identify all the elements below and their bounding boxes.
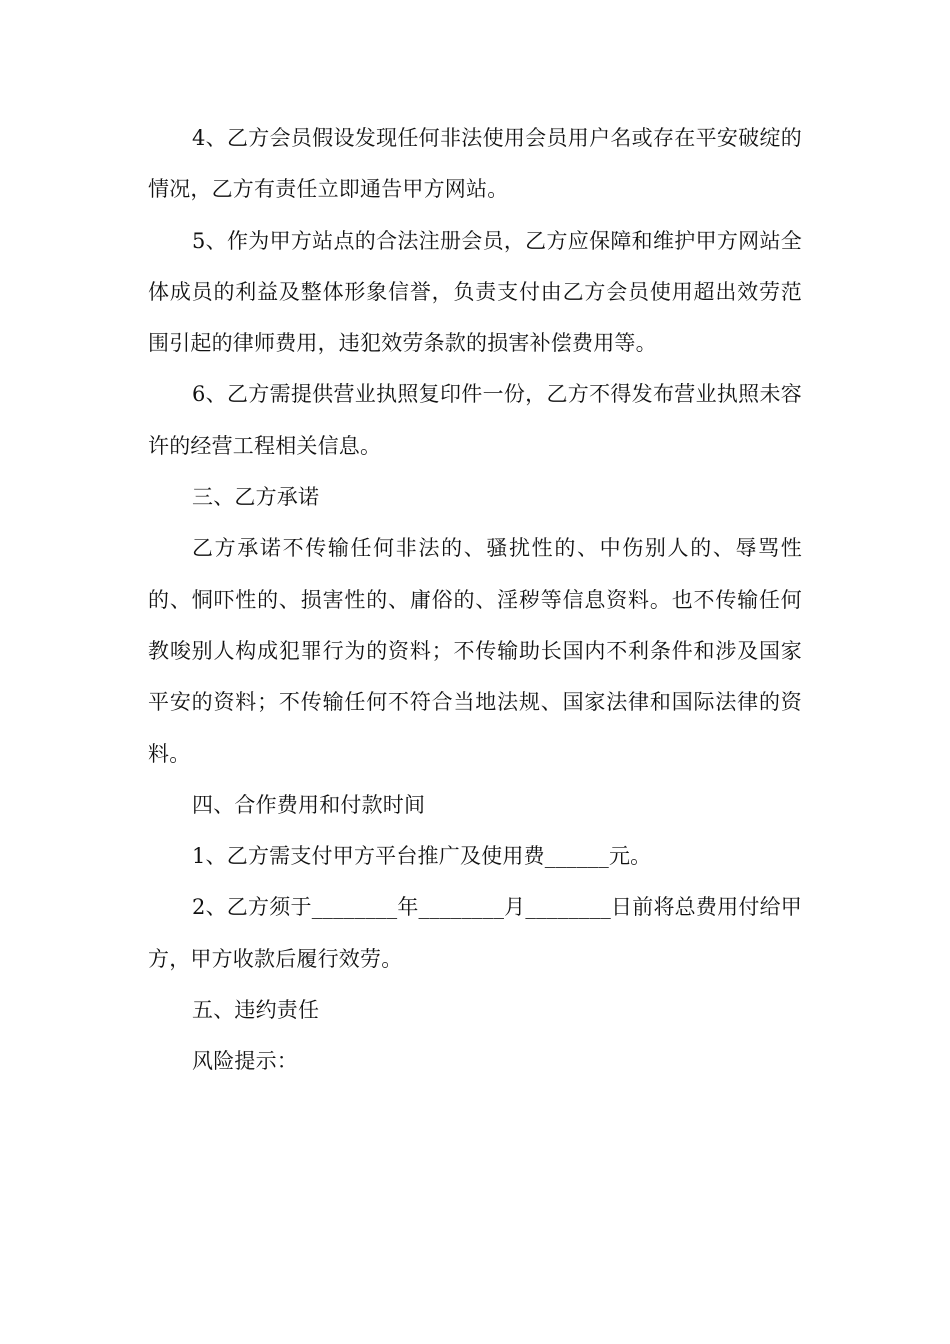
section-heading-5: 五、违约责任 [192, 998, 320, 1023]
section-heading-3: 三、乙方承诺 [192, 485, 320, 510]
paragraph-clause-6: 6、乙方需提供营业执照复印件一份，乙方不得发布营业执照未容许的经营工程相关信息。 [148, 382, 802, 458]
document-body [148, 113, 802, 1088]
paragraph-clause-5: 5、作为甲方站点的合法注册会员，乙方应保障和维护甲方网站全体成员的利益及整体形象信誉，负责支付由乙方会员使用超出效劳范围引起的律师费用，违犯效劳条款的损害补偿费用等。 [148, 228, 802, 356]
paragraph-clause-4: 4、乙方会员假设发现任何非法使用会员用户名或存在平安破绽的情况，乙方有责任立即通告甲方网站。 [148, 126, 802, 202]
paragraph-fee-clause-1: 1、乙方需支付甲方平台推广及使用费______元。 [192, 844, 652, 869]
section-heading-4: 四、合作费用和付款时间 [192, 792, 426, 817]
paragraph-fee-clause-2: 2、乙方须于________年________月________日前将总费用付给甲方，甲方收款后履行效劳。 [148, 895, 802, 971]
paragraph-commitment: 乙方承诺不传输任何非法的、骚扰性的、中伤别人的、辱骂性的、恫吓性的、损害性的、庸俗的、淫秽等信息资料。也不传输任何教唆别人构成犯罪行为的资料；不传输助长国内不利条件和涉及国家平安的资料；不传输任何不符合当地法规、国家法律和国际法律的资料。 [148, 536, 802, 766]
paragraph-risk-note: 风险提示： [192, 1049, 298, 1074]
